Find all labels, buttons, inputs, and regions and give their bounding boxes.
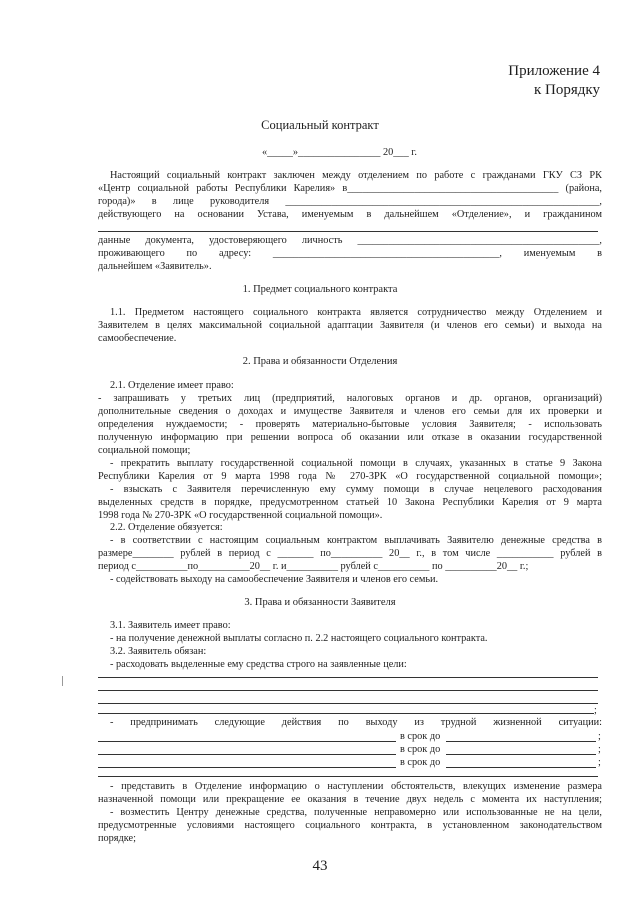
section1-line: Заявителем в целях максимальной социальной адаптации Заявителя (и членов его семьи) и выхода на (98, 320, 602, 331)
preamble-line: города)» в лице руководителя _____________________________________________________________, (98, 196, 602, 207)
blank-line (446, 741, 596, 742)
section2-line: размере________ рублей в период с _______ по__________ 20__ г., в том числе ___________ рублей в (98, 548, 602, 559)
section2-line: выделенных средств в порядке, предусмотренном статьей 10 Закона Республики Карелия от 9 марта (98, 497, 602, 508)
blank-line (98, 767, 396, 768)
preamble-line: действующего на основании Устава, именуемым в дальнейшем «Отделение», и гражданином (98, 209, 602, 220)
section3-line: предусмотренные условиями настоящего социального контракта, в установленном законодательством (98, 820, 602, 831)
deadline-end: ; (598, 757, 601, 768)
blank-line (98, 231, 598, 232)
section2-line: 2.1. Отделение имеет право: (110, 380, 234, 391)
section2-line: - взыскать с Заявителя перечисленную ему сумму помощи в случае нецелевого расходования (110, 484, 602, 495)
document-title: Социальный контракт (261, 118, 379, 132)
section3-line: 3.2. Заявитель обязан: (110, 646, 207, 657)
blank-line (98, 776, 598, 777)
blank-line (446, 754, 596, 755)
preamble-line: дальнейшем «Заявитель». (98, 261, 212, 272)
blank-line (98, 713, 594, 714)
blank-line (98, 690, 598, 691)
preamble-line: проживающего по адресу: ____________________________________________, именуемым в (98, 248, 602, 259)
section3-line: - на получение денежной выплаты согласно п. 2.2 настоящего социального контракта. (110, 633, 488, 644)
section2-line: период с__________по__________20__ г. и__________ рублей с__________ по __________20__ г.; (98, 561, 529, 572)
date-line: «_____»________________ 20___ г. (262, 147, 417, 158)
section3-line: порядке; (98, 833, 136, 844)
margin-mark (62, 676, 63, 686)
section2-line: - запрашивать у третьих лиц (предприятий, налоговых органов и др. органов, организаций) (98, 393, 602, 404)
section3-line: - представить в Отделение информацию о наступлении обстоятельств, влекущих изменение размера (110, 781, 602, 792)
blank-line (98, 741, 396, 742)
section2-line: - в соответствии с настоящим социальным контрактом выплачивать Заявителю денежные средства в (110, 535, 602, 546)
section2-line: полученную информацию при решении вопроса об оказании или отказе в оказании государственной (98, 432, 602, 443)
section-heading: 1. Предмет социального контракта (242, 284, 398, 295)
deadline-label: в срок до (400, 757, 441, 768)
preamble-line: данные документа, удостоверяющего личность _______________________________________________, (98, 235, 602, 246)
section1-line: 1.1. Предметом настоящего социального контракта является сотрудничество между Отделением и (110, 307, 602, 318)
blank-line (98, 754, 396, 755)
section3-line: - расходовать выделенные ему средства строго на заявленные цели: (110, 659, 407, 670)
section2-line: определения нуждаемости; - проверять материально-бытовые условия Заявителя; - использовать (98, 419, 602, 430)
page-number: 43 (312, 858, 328, 874)
section-heading: 3. Права и обязанности Заявителя (244, 597, 396, 608)
blank-line (98, 703, 598, 704)
section3-line: 3.1. Заявитель имеет право: (110, 620, 231, 631)
preamble-line: «Центр социальной работы Республики Карелия» в_________________________________________ (района, (98, 183, 602, 194)
deadline-label: в срок до (400, 744, 441, 755)
blank-line (98, 677, 598, 678)
blank-line (446, 767, 596, 768)
deadline-end: ; (598, 731, 601, 742)
section2-line: Республики Карелия от 9 марта 1998 года № 270-ЗРК «О государственной социальной помощи»; (98, 471, 602, 482)
section2-line: 1998 года № 270-ЗРК «О государственной социальной помощи». (98, 510, 383, 521)
appendix-label: Приложение 4 (508, 63, 600, 79)
list-end-semicolon: ; (594, 705, 597, 716)
appendix-order-label: к Порядку (534, 82, 600, 98)
section-heading: 2. Права и обязанности Отделения (242, 356, 398, 367)
section3-line: - предпринимать следующие действия по выходу из трудной жизненной ситуации: (110, 717, 602, 728)
section2-line: социальной помощи; (98, 445, 191, 456)
preamble-line: Настоящий социальный контракт заключен между отделением по работе с гражданами ГКУ СЗ РК (110, 170, 602, 181)
section3-line: - возместить Центру денежные средства, полученные неправомерно или использованные не на цели, (110, 807, 602, 818)
section2-line: - содействовать выходу на самообеспечение Заявителя и членов его семьи. (110, 574, 439, 585)
section2-line: - прекратить выплату государственной социальной помощи в случаях, указанных в статье 9 Закона (110, 458, 602, 469)
deadline-end: ; (598, 744, 601, 755)
section1-line: самообеспечение. (98, 333, 177, 344)
section2-line: дополнительные сведения о доходах и имуществе Заявителя и членов его семьи для их проверки и (98, 406, 602, 417)
deadline-label: в срок до (400, 731, 441, 742)
section3-line: назначенной помощи или прекращение ее оказания в течение двух недель с момента их наступления; (98, 794, 602, 805)
section2-line: 2.2. Отделение обязуется: (110, 522, 223, 533)
